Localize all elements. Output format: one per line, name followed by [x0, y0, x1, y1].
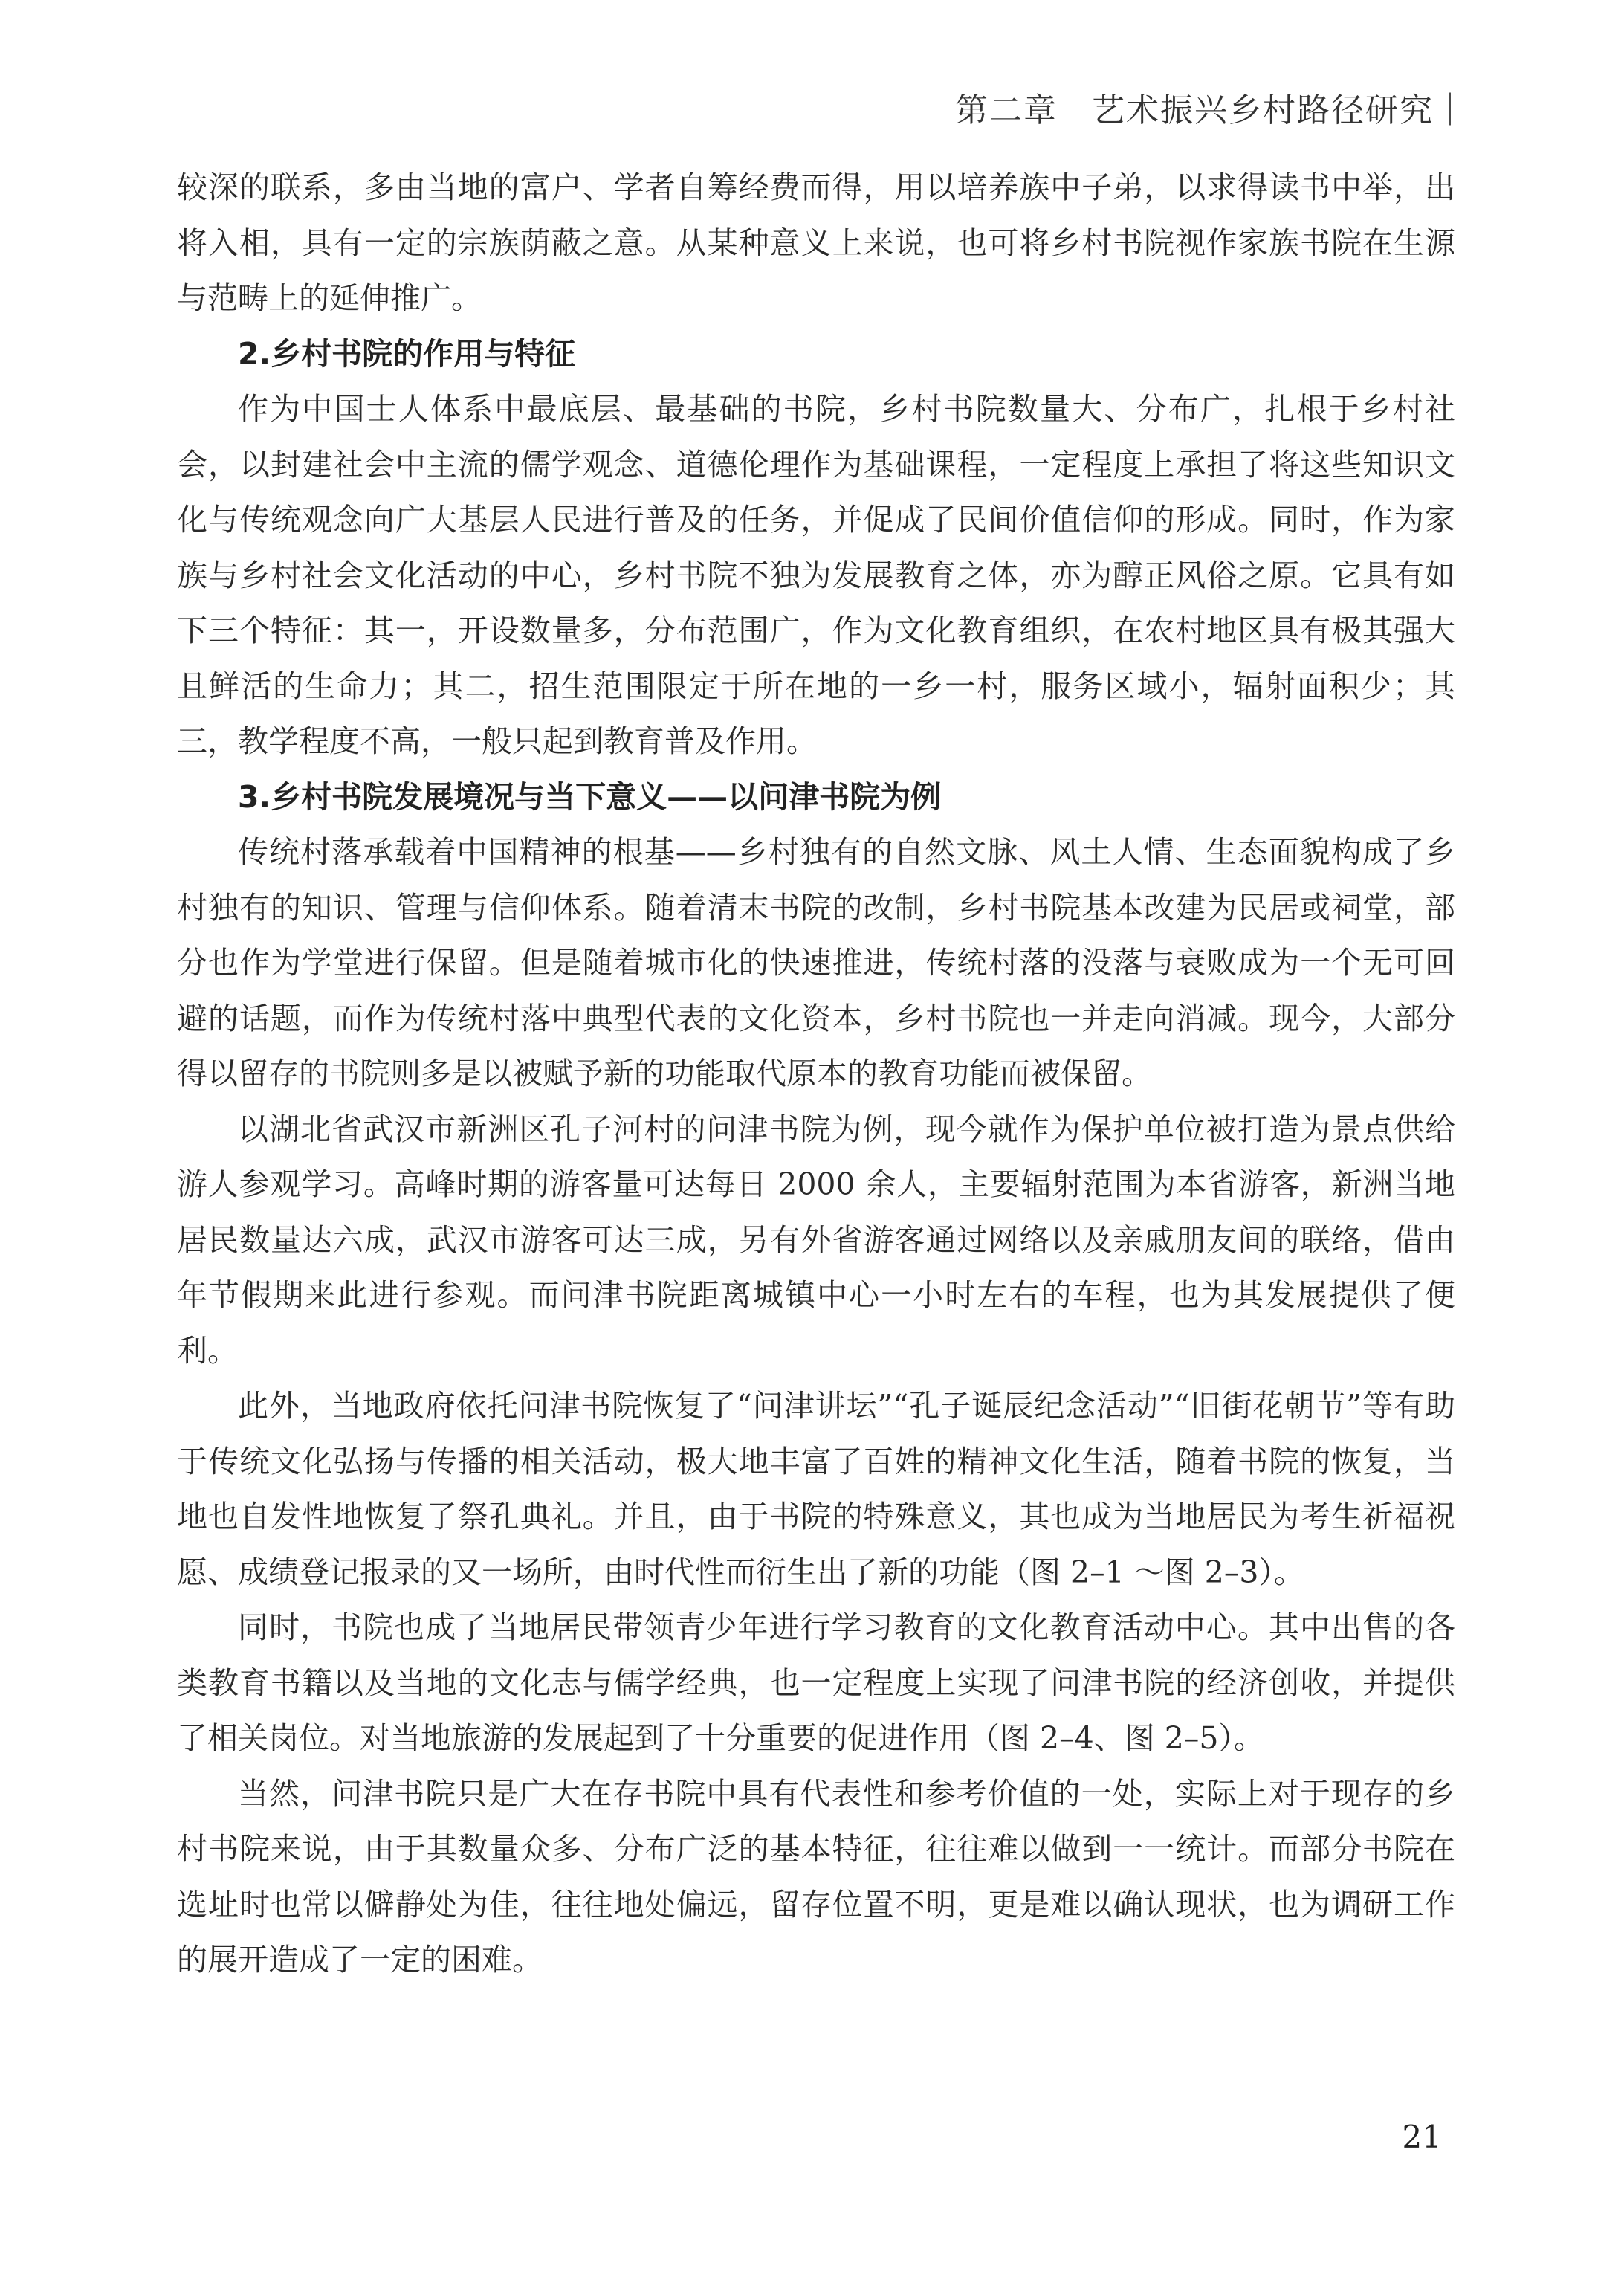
- paragraph-continued: 较深的联系，多由当地的富户、学者自筹经费而得，用以培养族中子弟，以求得读书中举，出将入相，具有一定的宗族荫蔽之意。从某种意义上来说，也可将乡村书院视作家族书院在生源与范畴上的延伸推广。: [177, 169, 1455, 316]
- paragraph-traditional-villages: 传统村落承载着中国精神的根基——乡村独有的自然文脉、风土人情、生态面貌构成了乡村独有的知识、管理与信仰体系。随着清末书院的改制，乡村书院基本改建为民居或祠堂，部分也作为学堂进行保留。但是随着城市化的快速推进，传统村落的没落与衰败成为一个无可回避的话题，而作为传统村落中典型代表的文化资本，乡村书院也一并走向消减。现今，大部分得以留存的书院则多是以被赋予新的功能取代原本的教育功能而被保留。: [177, 834, 1455, 1091]
- page-body: [177, 160, 1455, 1988]
- paragraph-education-center: 同时，书院也成了当地居民带领青少年进行学习教育的文化教育活动中心。其中出售的各类教育书籍以及当地的文化志与儒学经典，也一定程度上实现了问津书院的经济创收，并提供了相关岗位。对当地旅游的发展起到了十分重要的促进作用（图 2–4、图 2–5）。: [177, 1609, 1455, 1756]
- paragraph-conclusion: 当然，问津书院只是广大在存书院中具有代表性和参考价值的一处，实际上对于现存的乡村书院来说，由于其数量众多、分布广泛的基本特征，往往难以做到一一统计。而部分书院在选址时也常以僻静处为佳，往往地处偏远，留存位置不明，更是难以确认现状，也为调研工作的展开造成了一定的困难。: [177, 1775, 1455, 1977]
- paragraph-wenjin-example: 以湖北省武汉市新洲区孔子河村的问津书院为例，现今就作为保护单位被打造为景点供给游人参观学习。高峰时期的游客量可达每日 2000 余人，主要辐射范围为本省游客，新洲当地居民数量达六成，武汉市游客可达三成，另有外省游客通过网络以及亲戚朋友间的联络，借由年节假期来此进行参观。而问津书院距离城镇中心一小时左右的车程，也为其发展提供了便利。: [177, 1111, 1455, 1369]
- section-heading-3: 3.乡村书院发展境况与当下意义——以问津书院为例: [238, 778, 942, 815]
- running-header: 第二章 艺术振兴乡村路径研究｜: [955, 91, 1468, 129]
- paragraph-government-activities: 此外，当地政府依托问津书院恢复了“问津讲坛”“孔子诞辰纪念活动”“旧街花朝节”等有助于传统文化弘扬与传播的相关活动，极大地丰富了百姓的精神文化生活，随着书院的恢复，当地也自发性地恢复了祭孔典礼。并且，由于书院的特殊意义，其也成为当地居民为考生祈福祝愿、成绩登记报录的又一场所，由时代性而衍生出了新的功能（图 2–1 ～图 2–3）。: [177, 1388, 1455, 1590]
- paragraph-role-features: 作为中国士人体系中最底层、最基础的书院，乡村书院数量大、分布广，扎根于乡村社会，以封建社会中主流的儒学观念、道德伦理作为基础课程，一定程度上承担了将这些知识文化与传统观念向广大基层人民进行普及的任务，并促成了民间价值信仰的形成。同时，作为家族与乡村社会文化活动的中心，乡村书院不独为发展教育之体，亦为醇正风俗之原。它具有如下三个特征：其一，开设数量多，分布范围广，作为文化教育组织，在农村地区具有极其强大且鲜活的生命力；其二，招生范围限定于所在地的一乡一村，服务区域小，辐射面积少；其三，教学程度不高，一般只起到教育普及作用。: [177, 391, 1455, 759]
- page-number: 21: [1402, 2119, 1442, 2155]
- section-heading-2: 2.乡村书院的作用与特征: [238, 335, 576, 372]
